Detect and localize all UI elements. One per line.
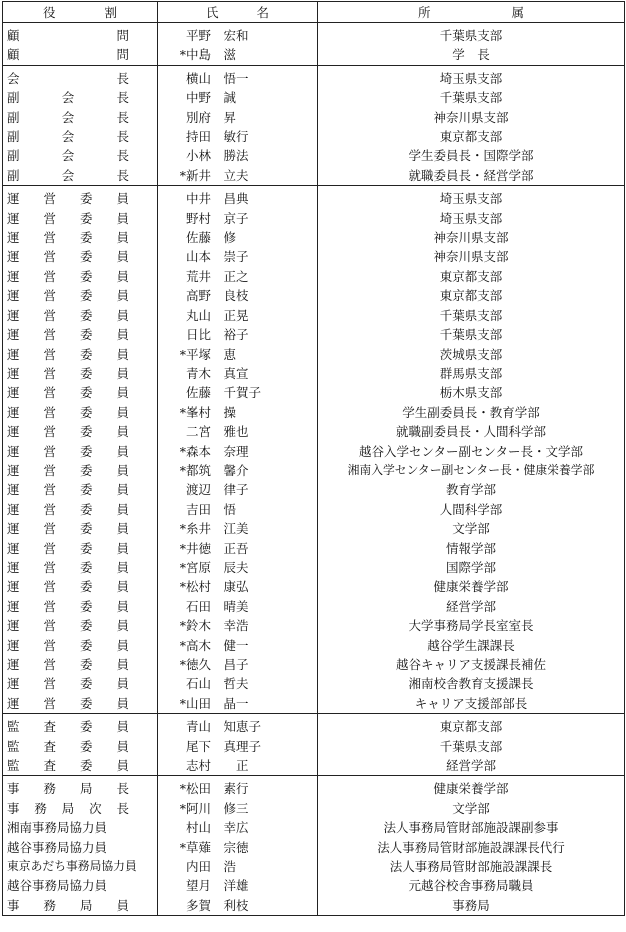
name-cell [158, 519, 318, 538]
role-cell [3, 756, 158, 776]
affiliation-cell: 東京都支部 [318, 714, 625, 737]
table-row [3, 461, 625, 480]
member-name: 尾下 真理子 [186, 738, 262, 754]
member-name: 石田 晴美 [186, 598, 249, 614]
newcomer-mark: * [179, 521, 186, 537]
name-cell [158, 383, 318, 402]
member-name: 青山 知恵子 [186, 719, 262, 735]
header-name: 氏 名 [158, 2, 318, 23]
role-cell [3, 838, 158, 857]
role-cell [3, 857, 158, 876]
member-name: 青木 真宣 [186, 365, 249, 381]
newcomer-mark: * [179, 462, 186, 478]
role-text: 運 営 委 員 [7, 637, 129, 653]
affiliation-cell: 就職副委員長・人間科学部 [318, 422, 625, 441]
role-cell [3, 228, 158, 247]
affiliation-cell: 千葉県支部 [318, 325, 625, 344]
table-row [3, 896, 625, 916]
role-text: 運 営 委 員 [7, 365, 129, 381]
role-text: 越谷事務局協力員 [7, 839, 108, 855]
role-cell [3, 166, 158, 186]
affiliation-cell: 越谷キャリア支援課長補佐 [318, 655, 625, 674]
header-role: 役 割 [3, 2, 158, 23]
affiliation-cell: 茨城県支部 [318, 345, 625, 364]
role-cell [3, 776, 158, 799]
affiliation-cell: 埼玉県支部 [318, 186, 625, 209]
role-text: 運 営 委 員 [7, 482, 129, 498]
member-name: 荒井 正之 [186, 268, 249, 284]
name-cell [158, 636, 318, 655]
member-name: 内田 浩 [186, 859, 237, 875]
role-text: 運 営 委 員 [7, 404, 129, 420]
affiliation-cell: 学生委員長・国際学部 [318, 146, 625, 165]
role-text: 運 営 委 員 [7, 268, 129, 284]
member-name: 山田 晶一 [186, 695, 249, 711]
role-text: 運 営 委 員 [7, 307, 129, 323]
member-name: 森本 奈理 [186, 443, 249, 459]
member-name: 佐藤 千賀子 [186, 385, 262, 401]
table-row [3, 799, 625, 818]
member-name: 鈴木 幸浩 [186, 618, 249, 634]
member-name: 都筑 馨介 [186, 462, 249, 478]
member-name: 小林 勝法 [186, 148, 249, 164]
role-text: 運 営 委 員 [7, 559, 129, 575]
newcomer-mark: * [179, 579, 186, 595]
affiliation-cell: 教育学部 [318, 480, 625, 499]
newcomer-mark: * [179, 559, 186, 575]
table-row [3, 776, 625, 799]
newcomer-mark: * [179, 167, 186, 183]
affiliation-cell: 元越谷校舎事務局職員 [318, 876, 625, 895]
table-row [3, 88, 625, 107]
role-cell [3, 23, 158, 46]
affiliation-cell: 健康栄養学部 [318, 776, 625, 799]
table-row [3, 694, 625, 714]
role-cell [3, 539, 158, 558]
affiliation-cell: 越谷入学センター副センター長・文学部 [318, 442, 625, 461]
role-cell [3, 737, 158, 756]
name-cell [158, 876, 318, 895]
role-text: 運 営 委 員 [7, 462, 129, 478]
role-cell [3, 267, 158, 286]
name-cell [158, 480, 318, 499]
table-row [3, 186, 625, 209]
role-cell [3, 519, 158, 538]
affiliation-cell: 埼玉県支部 [318, 209, 625, 228]
role-text: 会 長 [7, 70, 129, 86]
role-text: 運 営 委 員 [7, 424, 129, 440]
name-cell [158, 616, 318, 635]
name-cell [158, 714, 318, 737]
affiliation-cell: 文学部 [318, 519, 625, 538]
affiliation-cell: 埼玉県支部 [318, 65, 625, 88]
table-row [3, 228, 625, 247]
role-text: 副 会 長 [7, 148, 129, 164]
name-cell [158, 461, 318, 480]
table-row [3, 306, 625, 325]
role-cell [3, 422, 158, 441]
newcomer-mark: * [179, 404, 186, 420]
role-cell [3, 577, 158, 596]
table-row [3, 597, 625, 616]
role-text: 顧 問 [7, 28, 129, 43]
table-row [3, 108, 625, 127]
member-name: 中島 滋 [186, 47, 237, 63]
member-name: 徳久 昌子 [186, 657, 249, 672]
affiliation-cell: 千葉県支部 [318, 88, 625, 107]
table-row [3, 857, 625, 876]
name-cell [158, 403, 318, 422]
table-row [3, 127, 625, 146]
role-text: 事 務 局 長 [7, 781, 129, 797]
role-cell [3, 500, 158, 519]
affiliation-cell: 越谷学生課課長 [318, 636, 625, 655]
newcomer-mark: * [179, 781, 186, 797]
newcomer-mark: * [179, 800, 186, 816]
newcomer-mark: * [179, 346, 186, 362]
name-cell [158, 737, 318, 756]
table-row [3, 247, 625, 266]
role-text: 事 務 局 次 長 [7, 800, 129, 816]
role-text: 運 営 委 員 [7, 521, 129, 537]
role-cell [3, 818, 158, 837]
name-cell [158, 422, 318, 441]
table-row [3, 422, 625, 441]
member-name: 吉田 悟 [186, 501, 237, 517]
role-cell [3, 325, 158, 344]
role-text: 運 営 委 員 [7, 385, 129, 401]
role-cell [3, 694, 158, 714]
member-name: 中野 誠 [186, 90, 237, 106]
affiliation-cell: 就職委員長・経営学部 [318, 166, 625, 186]
role-cell [3, 306, 158, 325]
role-cell [3, 186, 158, 209]
member-name: 二宮 雅也 [186, 424, 249, 440]
role-cell [3, 616, 158, 635]
role-text: 運 営 委 員 [7, 579, 129, 595]
member-name: 佐藤 修 [186, 230, 237, 246]
name-cell [158, 776, 318, 799]
role-cell [3, 383, 158, 402]
name-cell [158, 247, 318, 266]
table-row [3, 166, 625, 186]
role-text: 運 営 委 員 [7, 230, 129, 246]
name-cell [158, 674, 318, 693]
role-text: 運 営 委 員 [7, 618, 129, 634]
role-cell [3, 461, 158, 480]
affiliation-cell: 健康栄養学部 [318, 577, 625, 596]
affiliation-cell: 栃木県支部 [318, 383, 625, 402]
role-cell [3, 45, 158, 65]
member-name: 峯村 操 [186, 404, 237, 420]
member-name: 村山 幸広 [186, 820, 249, 836]
affiliation-cell: 経営学部 [318, 756, 625, 776]
table-row [3, 818, 625, 837]
affiliation-cell: 法人事務局管財部施設課課長 [318, 857, 625, 876]
affiliation-cell: 千葉県支部 [318, 737, 625, 756]
table-row [3, 383, 625, 402]
name-cell [158, 325, 318, 344]
affiliation-cell: 千葉県支部 [318, 23, 625, 46]
affiliation-cell: 情報学部 [318, 539, 625, 558]
affiliation-cell: 学生副委員長・教育学部 [318, 403, 625, 422]
member-name: 高木 健一 [186, 637, 249, 653]
name-cell [158, 694, 318, 714]
table-row [3, 403, 625, 422]
newcomer-mark: * [179, 637, 186, 653]
roster-body [3, 23, 625, 916]
table-row [3, 23, 625, 46]
member-name: 丸山 正晃 [186, 307, 249, 323]
name-cell [158, 539, 318, 558]
role-text: 監 査 委 員 [7, 738, 129, 754]
role-cell [3, 65, 158, 88]
role-text: 運 営 委 員 [7, 327, 129, 343]
member-name: 志村 正 [186, 758, 249, 774]
table-row [3, 737, 625, 756]
table-row [3, 838, 625, 857]
member-name: 多賀 利枝 [186, 897, 249, 913]
newcomer-mark: * [179, 695, 186, 711]
name-cell [158, 756, 318, 776]
newcomer-mark: * [179, 443, 186, 459]
role-text: 越谷事務局協力員 [7, 878, 108, 894]
affiliation-cell: 千葉県支部 [318, 306, 625, 325]
role-text: 顧 問 [7, 47, 129, 63]
member-name: 草薙 宗徳 [186, 839, 249, 855]
name-cell [158, 558, 318, 577]
table-row [3, 480, 625, 499]
affiliation-cell: 国際学部 [318, 558, 625, 577]
role-text: 監 査 委 員 [7, 758, 129, 774]
role-text: 運 営 委 員 [7, 191, 129, 207]
role-cell [3, 247, 158, 266]
role-text: 運 営 委 員 [7, 210, 129, 226]
table-row [3, 756, 625, 776]
affiliation-cell: 文学部 [318, 799, 625, 818]
role-text: 事 務 局 員 [7, 897, 129, 913]
officer-roster-table [2, 1, 625, 916]
table-row [3, 286, 625, 305]
table-row [3, 876, 625, 895]
role-cell [3, 127, 158, 146]
role-cell [3, 876, 158, 895]
name-cell [158, 345, 318, 364]
table-row [3, 714, 625, 737]
affiliation-cell: 法人事務局管財部施設課課長代行 [318, 838, 625, 857]
table-row [3, 558, 625, 577]
role-cell [3, 108, 158, 127]
role-text: 副 会 長 [7, 90, 129, 106]
name-cell [158, 442, 318, 461]
member-name: 阿川 修三 [186, 800, 249, 816]
role-cell [3, 364, 158, 383]
role-cell [3, 655, 158, 674]
table-row [3, 267, 625, 286]
role-text: 運 営 委 員 [7, 346, 129, 362]
role-text: 湘南事務局協力員 [7, 820, 108, 836]
member-name: 別府 昇 [186, 109, 237, 125]
member-name: 高野 良枝 [186, 288, 249, 304]
affiliation-cell: 法人事務局管財部施設課副参事 [318, 818, 625, 837]
role-cell [3, 714, 158, 737]
role-text: 運 営 委 員 [7, 249, 129, 265]
table-row [3, 146, 625, 165]
name-cell [158, 597, 318, 616]
name-cell [158, 306, 318, 325]
affiliation-cell: キャリア支援部部長 [318, 694, 625, 714]
name-cell [158, 286, 318, 305]
role-cell [3, 88, 158, 107]
newcomer-mark: * [179, 540, 186, 556]
name-cell [158, 186, 318, 209]
member-name: 山本 崇子 [186, 249, 249, 265]
role-cell [3, 896, 158, 916]
role-text: 東京あだち事務局協力員 [7, 859, 137, 874]
affiliation-cell: 人間科学部 [318, 500, 625, 519]
table-row [3, 539, 625, 558]
table-row [3, 519, 625, 538]
role-text: 副 会 長 [7, 129, 129, 145]
table-row [3, 65, 625, 88]
newcomer-mark: * [179, 657, 186, 672]
name-cell [158, 896, 318, 916]
affiliation-cell: 東京都支部 [318, 127, 625, 146]
role-text: 運 営 委 員 [7, 443, 129, 459]
role-cell [3, 209, 158, 228]
name-cell [158, 127, 318, 146]
role-cell [3, 674, 158, 693]
role-text: 副 会 長 [7, 109, 129, 125]
table-row [3, 325, 625, 344]
name-cell [158, 267, 318, 286]
role-cell [3, 286, 158, 305]
member-name: 望月 洋雄 [186, 878, 249, 894]
table-row [3, 345, 625, 364]
name-cell [158, 799, 318, 818]
name-cell [158, 818, 318, 837]
name-cell [158, 45, 318, 65]
name-cell [158, 88, 318, 107]
member-name: 井徳 正吾 [186, 540, 249, 556]
name-cell [158, 857, 318, 876]
role-cell [3, 442, 158, 461]
role-text: 運 営 委 員 [7, 657, 129, 672]
name-cell [158, 23, 318, 46]
table-row [3, 500, 625, 519]
name-cell [158, 146, 318, 165]
member-name: 新井 立夫 [186, 167, 249, 183]
member-name: 松田 素行 [186, 781, 249, 797]
affiliation-cell: 湘南入学センター副センター長・健康栄養学部 [318, 461, 625, 480]
table-row [3, 364, 625, 383]
affiliation-cell: 湘南校舎教育支援課長 [318, 674, 625, 693]
member-name: 糸井 江美 [186, 521, 249, 537]
role-cell [3, 480, 158, 499]
header-affiliation: 所 属 [318, 2, 625, 23]
role-text: 運 営 委 員 [7, 676, 129, 692]
name-cell [158, 655, 318, 674]
table-row [3, 45, 625, 65]
role-cell [3, 345, 158, 364]
affiliation-cell: 東京都支部 [318, 286, 625, 305]
member-name: 日比 裕子 [186, 327, 249, 343]
table-row [3, 674, 625, 693]
member-name: 持田 敏行 [186, 129, 249, 145]
member-name: 石山 哲夫 [186, 676, 249, 692]
affiliation-cell: 神奈川県支部 [318, 247, 625, 266]
affiliation-cell: 群馬県支部 [318, 364, 625, 383]
member-name: 渡辺 律子 [186, 482, 249, 498]
table-row [3, 636, 625, 655]
member-name: 中井 昌典 [186, 191, 249, 207]
role-cell [3, 799, 158, 818]
role-text: 運 営 委 員 [7, 288, 129, 304]
affiliation-cell: 神奈川県支部 [318, 108, 625, 127]
affiliation-cell: 東京都支部 [318, 267, 625, 286]
member-name: 宮原 辰夫 [186, 559, 249, 575]
name-cell [158, 228, 318, 247]
newcomer-mark: * [179, 47, 186, 63]
role-cell [3, 636, 158, 655]
member-name: 平野 宏和 [186, 28, 249, 43]
affiliation-cell: 経営学部 [318, 597, 625, 616]
name-cell [158, 166, 318, 186]
name-cell [158, 209, 318, 228]
affiliation-cell: 大学事務局学長室室長 [318, 616, 625, 635]
name-cell [158, 500, 318, 519]
role-text: 運 営 委 員 [7, 501, 129, 517]
role-text: 運 営 委 員 [7, 695, 129, 711]
table-row [3, 209, 625, 228]
member-name: 横山 悟一 [186, 70, 249, 86]
role-text: 運 営 委 員 [7, 598, 129, 614]
role-text: 副 会 長 [7, 167, 129, 183]
member-name: 松村 康弘 [186, 579, 249, 595]
table-row [3, 577, 625, 596]
name-cell [158, 364, 318, 383]
role-cell [3, 558, 158, 577]
newcomer-mark: * [179, 839, 186, 855]
role-text: 運 営 委 員 [7, 540, 129, 556]
newcomer-mark: * [179, 618, 186, 634]
member-name: 野村 京子 [186, 210, 249, 226]
role-cell [3, 146, 158, 165]
name-cell [158, 65, 318, 88]
affiliation-cell: 事務局 [318, 896, 625, 916]
table-row [3, 442, 625, 461]
role-cell [3, 403, 158, 422]
role-cell [3, 597, 158, 616]
member-name: 平塚 恵 [186, 346, 237, 362]
affiliation-cell: 学 長 [318, 45, 625, 65]
name-cell [158, 838, 318, 857]
role-text: 監 査 委 員 [7, 719, 129, 735]
table-row [3, 655, 625, 674]
header-row [3, 2, 625, 23]
table-row [3, 616, 625, 635]
name-cell [158, 577, 318, 596]
affiliation-cell: 神奈川県支部 [318, 228, 625, 247]
name-cell [158, 108, 318, 127]
